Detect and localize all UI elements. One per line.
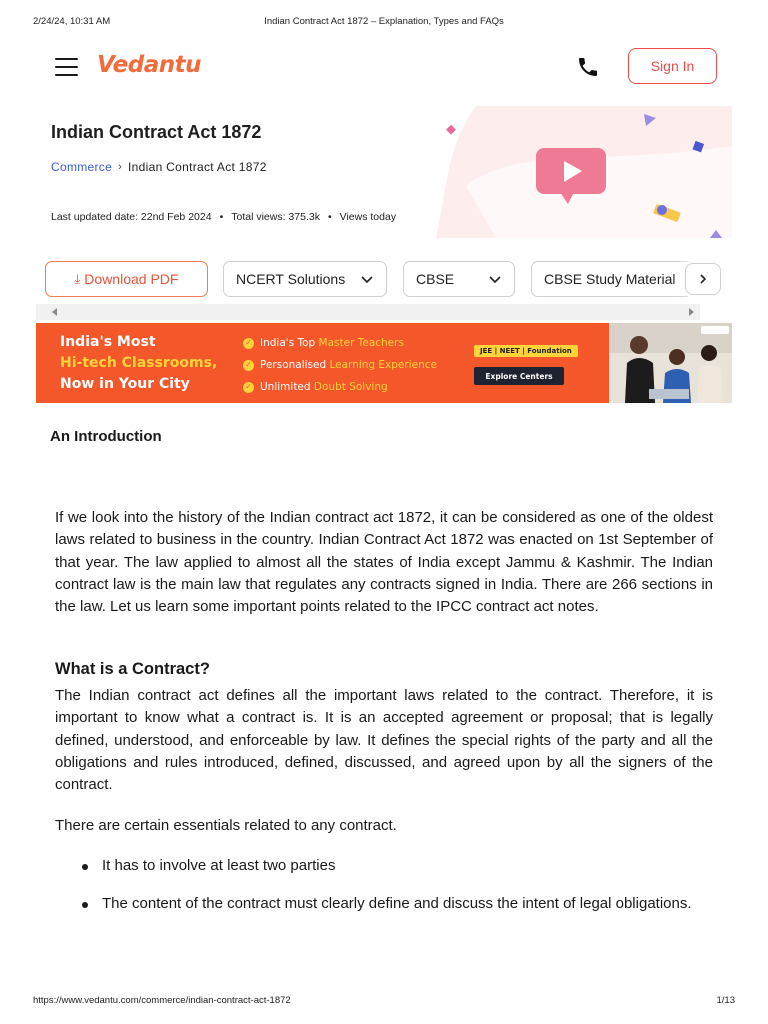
point-text: India's Top [260,337,319,349]
views-today: Views today [339,211,397,223]
banner-line-3: Now in Your City [60,376,190,392]
essentials-intro: There are certain essentials related to any contract. [55,817,397,834]
download-icon: ⤓ [74,271,81,286]
point-highlight: Learning Experience [329,359,437,371]
vedantu-logo[interactable]: Vedantu [97,52,201,78]
classroom-promo-banner[interactable] [36,323,732,403]
cbse-study-material-label: CBSE Study Material [544,271,676,287]
download-pdf-label: Download PDF [84,271,179,287]
intro-heading: An Introduction [50,428,162,445]
intro-paragraph: If we look into the history of the Indian contract act 1872, it can be considered as one of the oldest laws related to business in the country. Indian Contract Act 1872 was enacted on 1st September of that year. The law applied to almost all the states of India except Jammu & Kashmir. The Indian contract law is the main law that regulates any contracts signed in India. There are 266 sections in the law. Let us learn some important points related to the IPCC contract act notes. [55,509,713,616]
check-icon: ✓ [243,382,254,393]
meta-separator: • [327,211,332,223]
scroll-left-arrow-icon[interactable] [52,308,57,316]
point-highlight: Master Teachers [318,337,404,349]
banner-line-1: India's Most [60,334,156,350]
point-highlight: Doubt Solving [313,381,388,393]
chevron-down-icon [360,272,374,286]
last-updated-date: Last updated date: 22nd Feb 2024 [51,211,212,223]
phone-icon[interactable] [576,55,602,79]
point-text: Unlimited [260,381,314,393]
print-page-number: 1/13 [716,995,735,1006]
ncert-solutions-label: NCERT Solutions [236,271,346,287]
chevron-down-icon [488,272,502,286]
banner-line-2: Hi-tech Classrooms, [60,355,218,371]
page-meta [51,211,396,223]
banner-headline [60,332,217,395]
banner-point [243,354,437,376]
banner-point [243,376,437,398]
print-header [0,16,768,30]
breadcrumb-current: Indian Contract Act 1872 [128,160,267,174]
horizontal-scrollbar[interactable] [36,304,700,320]
list-item: It has to involve at least two parties [55,855,708,877]
chevron-right-icon [697,273,709,285]
explore-centers-button[interactable]: Explore Centers [474,367,564,385]
exam-tag: JEE | NEET | Foundation [474,345,578,357]
chevron-right-icon: › [118,161,123,173]
essentials-list [55,855,708,931]
download-pdf-button[interactable] [45,261,208,297]
ncert-solutions-dropdown[interactable] [223,261,387,297]
print-url: https://www.vedantu.com/commerce/indian-contract-act-1872 [33,995,291,1006]
breadcrumb [51,160,267,174]
page-title: Indian Contract Act 1872 [51,122,262,142]
sign-in-button[interactable]: Sign In [628,48,717,84]
students-photo [609,323,732,403]
cbse-dropdown[interactable] [403,261,515,297]
hero-illustration [436,106,732,238]
banner-points [243,332,437,398]
banner-point [243,332,437,354]
cbse-label: CBSE [416,271,455,287]
total-views: Total views: 375.3k [231,211,320,223]
meta-separator: • [219,211,224,223]
list-item: The content of the contract must clearly define and discuss the intent of legal obligations. [55,893,708,915]
section-heading: What is a Contract? [55,660,210,678]
check-icon: ✓ [243,360,254,371]
check-icon: ✓ [243,338,254,349]
hamburger-menu-icon[interactable] [55,57,79,77]
point-text: Personalised [260,359,330,371]
cbse-study-material-dropdown[interactable] [531,261,688,297]
toolbar-next-button[interactable] [685,263,721,295]
print-datetime: 2/24/24, 10:31 AM [33,16,111,27]
print-doc-title: Indian Contract Act 1872 – Explanation, Types and FAQs [264,16,504,27]
section-paragraph: The Indian contract act defines all the important laws related to the contract. Therefore, it is important to know what a contract is. It is an accepted agreement or proposal; that is legally defined, understood, and enforceable by law. It defines the special rights of the party and all the obligations and rules introduced, defined, discussed, and agreed upon by all the signers of the contract. [55,687,713,794]
breadcrumb-commerce-link[interactable]: Commerce [51,160,113,174]
scroll-right-arrow-icon[interactable] [689,308,694,316]
